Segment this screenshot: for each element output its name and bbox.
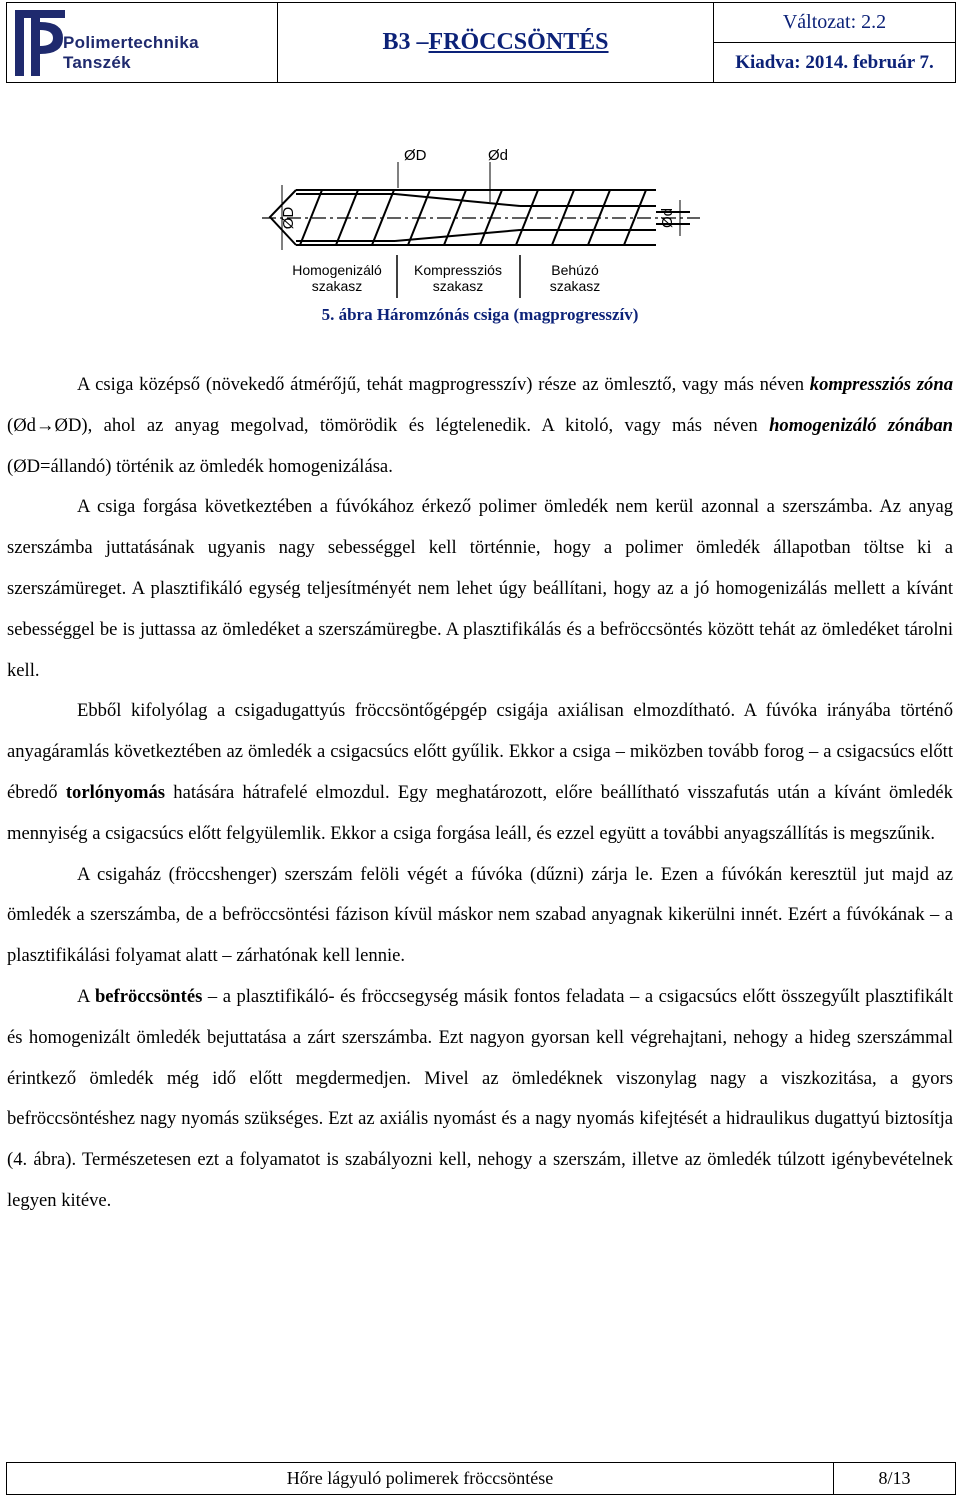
paragraph-4: A csigaház (fröccshenger) szerszám felöli végét a fúvóka (dűzni) zárja le. Ezen a fúvókán keresztül jut majd az ömledék a szerszámba, de a befröccsöntési fázison kívül máskor nem szabad anyagnak kikerülni innét. Ezért a fúvókának – a plasztifikálási folyamat alatt – zárhatónak kell lennie.	[7, 863, 953, 967]
document-title	[278, 3, 714, 82]
label-d-top: Ød	[488, 147, 509, 164]
issue-date: Kiadva: 2014. február 7.	[735, 51, 934, 73]
p1-text-d: (ØD=állandó) történik az ömledék homogenizálása.	[7, 455, 393, 477]
title-main: FRÖCCSÖNTÉS	[428, 29, 609, 55]
department-logo	[7, 3, 278, 82]
version-label: Változat: 2.2	[714, 3, 955, 43]
label-D-side: ØD	[280, 206, 297, 230]
figure-caption: 5. ábra Háromzónás csiga (magprogresszív)	[321, 305, 639, 324]
p1-text-b: (Ød	[7, 414, 36, 436]
label-d-side: Ød	[659, 207, 676, 229]
footer-title: Hőre lágyuló polimerek fröccsöntése	[7, 1463, 834, 1494]
paragraph-1	[7, 365, 953, 487]
p1-emphasis-compression: kompressziós zóna	[809, 374, 953, 395]
p3-text-a: Ebből kifolyólag a csigadugattyús fröccsöntőgépgép csigája axiálisan elmozdítható. A fúvóka irányába történő anyagáramlás következtében az ömledék a csigacsúcs előtt gyűlik. Ekkor a csiga – miközben tovább forog – a csigacsúcs előtt ébredő	[7, 700, 953, 803]
paragraph-2: A csiga forgása következtében a fúvókához érkező polimer ömledék nem kerül azonnal a szerszámba. Az anyag szerszámba juttatásának ugyanis nagy sebességgel kell történnie, hogy a polimer ömledék állapotban töltse ki a szerszámüreget. A plasztifikáló egység teljesítményét nem lehet úgy beállítani, hogy az a jó homogenizálás mellett a kívánt sebességgel be is juttassa az ömledéket a szerszámüregbe. A plasztifikálás és a befröccsöntés között tehát az ömledéket tárolni kell.	[7, 496, 953, 681]
polimertechnika-logo-mark	[11, 4, 71, 82]
zone-label-feed: Behúzó szakasz	[549, 262, 601, 294]
body-text	[7, 365, 953, 1222]
page-number: 8/13	[878, 1468, 911, 1488]
p3-text-b: hatására hátrafelé elmozdul. Egy meghatározott, előre beállítható visszafutás után a kívánt ömledék mennyiség a csigacsúcs előtt felgyülemlik. Ekkor a csiga forgása leáll, és ezzel együtt a további anyagszállítás is megszűnik.	[7, 781, 953, 844]
paragraph-5	[7, 977, 953, 1222]
zone-label-homogenizing: Homogenizáló szakasz	[292, 262, 382, 294]
p5-bold-term: befröccsöntés	[94, 985, 203, 1007]
title-prefix: B3 –	[382, 29, 429, 55]
logo-text	[63, 33, 199, 73]
p1-text-c: ØD), ahol az anyag megolvad, tömörödik és légtelenedik. A kitoló, vagy más néven	[54, 414, 770, 436]
p1-text-a: A csiga középső (növekedő átmérőjű, tehát magprogresszív) része az ömlesztő, vagy más néven	[77, 374, 810, 395]
header-meta	[714, 3, 955, 82]
logo-line-1: Polimertechnika	[63, 33, 199, 52]
p3-bold-term: torlónyomás	[65, 781, 166, 803]
page-header	[6, 2, 956, 83]
p5-text-a: A	[77, 985, 95, 1007]
p5-text-b: – a plasztifikáló- és fröccsegység másik fontos feladata – a csigacsúcs előtt összegyűlt plasztifikált és homogenizált ömledék bejuttatása a zárt szerszámba. Ezt nagyon gyorsan kell végrehajtani, nehogy a hideg szerszámmal érintkező ömledék még idő előtt megdermedjen. Mivel az ömledéknek viszonylag nagy a viszkozitása, a gyors befröccsöntéshez nagy nyomás szükséges. Ezt az axiális nyomást és a nagy nyomás kifejtését a hidraulikus dugattyú biztosítja (4. ábra). Természetesen ezt a folyamatot is szabályozni kell, nehogy a szerszám, illetve az ömledék túlzott igénybevételnek legyen kitéve.	[7, 985, 953, 1211]
zone-label-compression: Kompressziós szakasz	[414, 262, 502, 294]
p1-emphasis-homogenizing: homogenizáló zónában	[769, 414, 953, 436]
logo-line-2: Tanszék	[63, 53, 131, 72]
page-footer	[6, 1462, 956, 1495]
label-D-top: ØD	[404, 147, 427, 164]
arrow-icon: →	[35, 414, 55, 436]
paragraph-3	[7, 691, 953, 854]
